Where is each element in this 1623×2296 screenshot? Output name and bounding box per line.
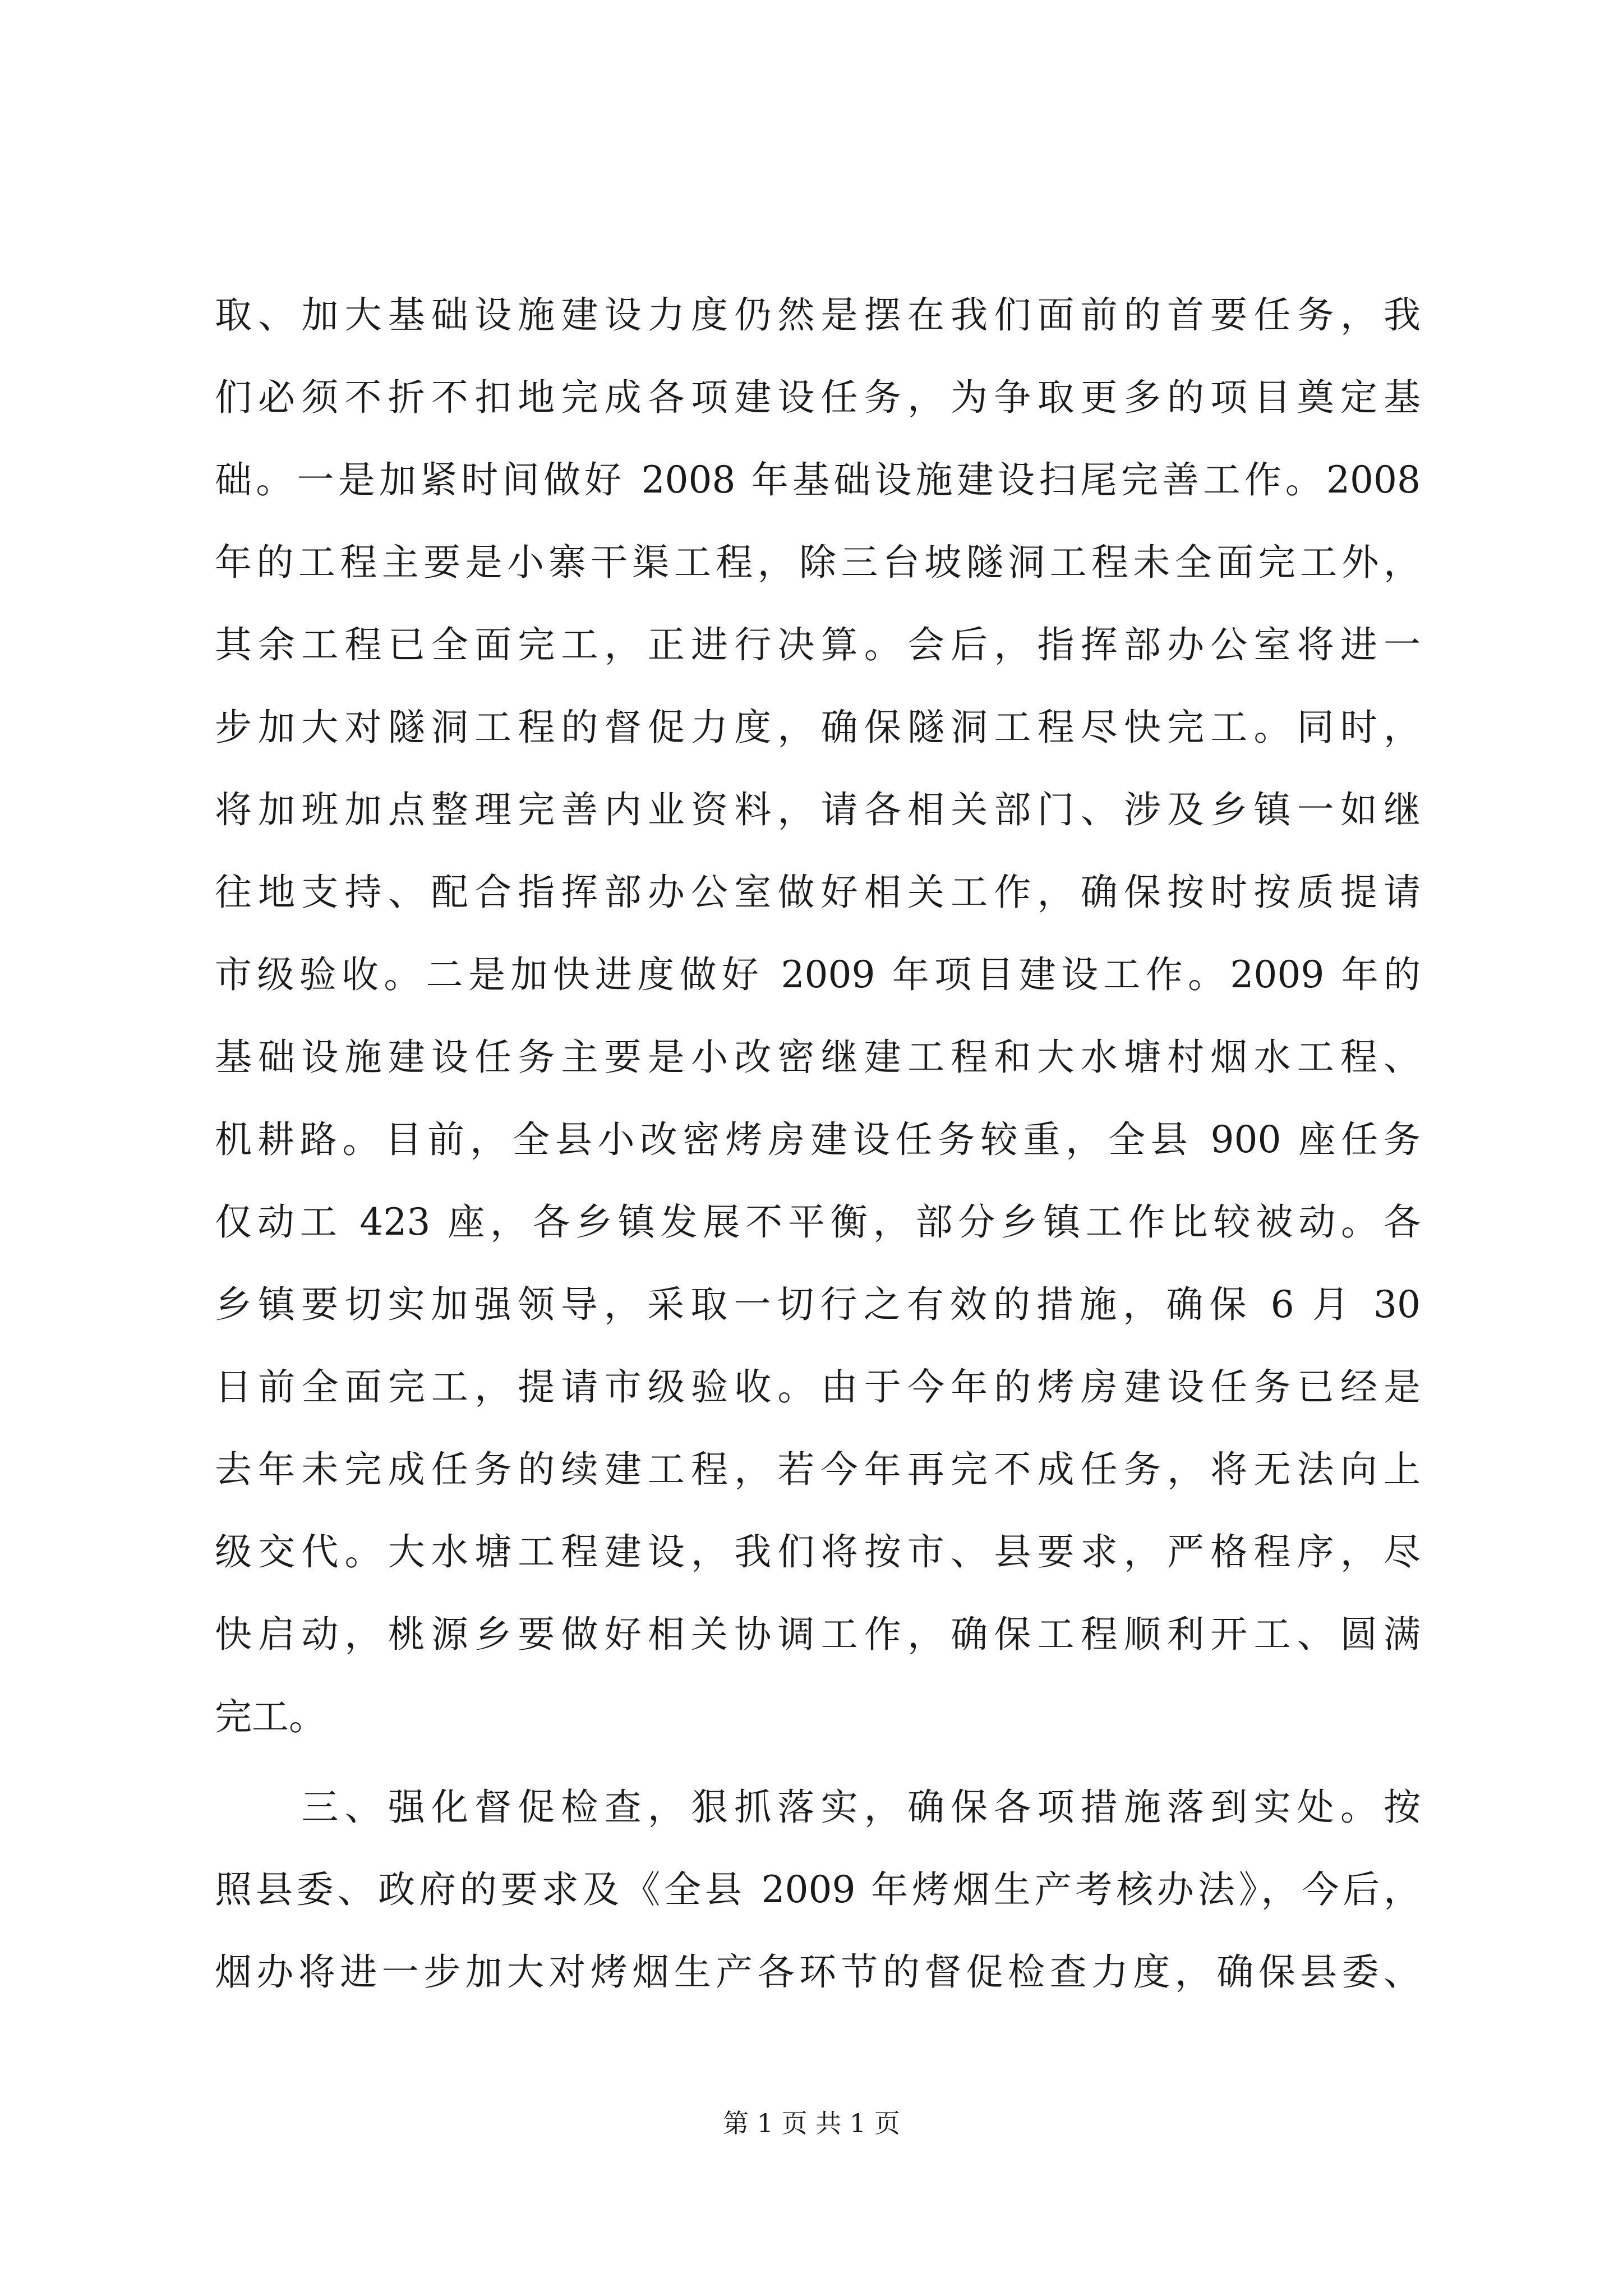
text-line: 们必须不折不扣地完成各项建设任务，为争取更多的项目奠定基 bbox=[215, 376, 1421, 419]
text-line: 其余工程已全面完工，正进行决算。会后，指挥部办公室将进一 bbox=[215, 623, 1421, 666]
text-line: 机耕路。目前，全县小改密烤房建设任务较重，全县 900 座任务 bbox=[215, 1118, 1421, 1161]
text-line: 往地支持、配合指挥部办公室做好相关工作，确保按时按质提请 bbox=[215, 871, 1421, 914]
text-line: 日前全面完工，提请市级验收。由于今年的烤房建设任务已经是 bbox=[215, 1365, 1421, 1409]
text-line: 市级验收。二是加快进度做好 2009 年项目建设工作。2009 年的 bbox=[215, 953, 1421, 996]
text-line: 基础设施建设任务主要是小改密继建工程和大水塘村烟水工程、 bbox=[215, 1036, 1421, 1079]
text-line: 三、强化督促检查，狠抓落实，确保各项措施落到实处。按 bbox=[215, 1786, 1421, 1829]
text-line: 础。一是加紧时间做好 2008 年基础设施建设扫尾完善工作。2008 bbox=[215, 458, 1421, 501]
text-line: 照县委、政府的要求及《全县 2009 年烤烟生产考核办法》，今后， bbox=[215, 1868, 1421, 1911]
text-line: 年的工程主要是小寨干渠工程，除三台坡隧洞工程未全面完工外， bbox=[215, 541, 1421, 584]
text-line: 级交代。大水塘工程建设，我们将按市、县要求，严格程序，尽 bbox=[215, 1530, 1421, 1573]
text-line: 完工。 bbox=[215, 1695, 326, 1738]
text-line: 烟办将进一步加大对烤烟生产各环节的督促检查力度，确保县委、 bbox=[215, 1950, 1421, 1994]
text-line: 快启动，桃源乡要做好相关协调工作，确保工程顺利开工、圆满 bbox=[215, 1613, 1421, 1656]
page-footer: 第 1 页 共 1 页 bbox=[723, 2108, 900, 2138]
text-line: 取、加大基础设施建设力度仍然是摆在我们面前的首要任务，我 bbox=[215, 293, 1421, 337]
text-line: 步加大对隧洞工程的督促力度，确保隧洞工程尽快完工。同时， bbox=[215, 706, 1421, 749]
text-line: 乡镇要切实加强领导，采取一切行之有效的措施，确保 6 月 30 bbox=[215, 1283, 1421, 1326]
body-text bbox=[215, 274, 1421, 2013]
text-line: 去年未完成任务的续建工程，若今年再完不成任务，将无法向上 bbox=[215, 1448, 1421, 1491]
text-line: 将加班加点整理完善内业资料，请各相关部门、涉及乡镇一如继 bbox=[215, 788, 1421, 831]
text-line: 仅动工 423 座，各乡镇发展不平衡，部分乡镇工作比较被动。各 bbox=[215, 1200, 1421, 1244]
